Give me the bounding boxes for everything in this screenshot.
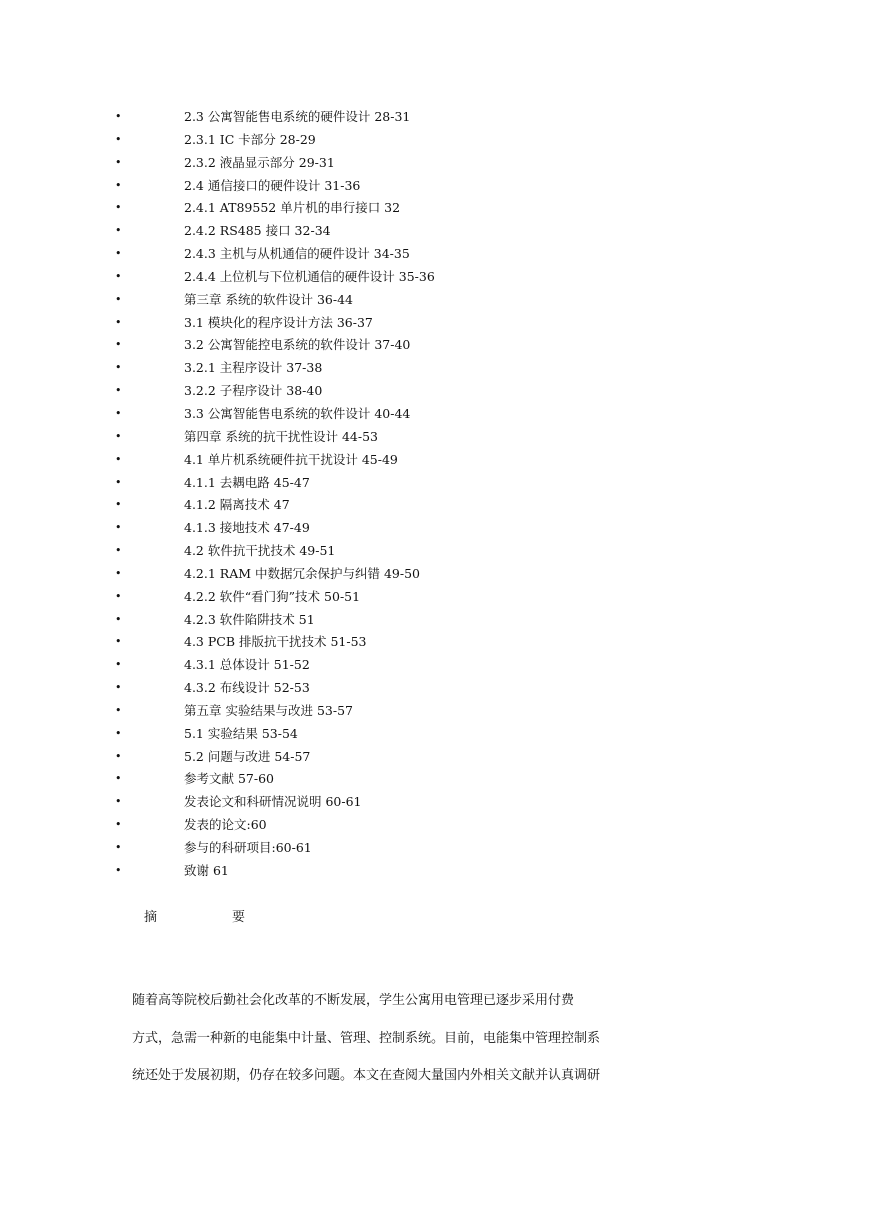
bullet-icon: • [115,658,122,672]
abstract-paragraph [132,988,612,1101]
toc-item-label: 2.3.2 液晶显示部分 29-31 [184,154,335,170]
bullet-icon: • [115,338,122,352]
toc-item [0,197,869,220]
toc-item [0,312,869,335]
bullet-icon: • [115,384,122,398]
toc-item-label: 致谢 61 [184,862,229,878]
bullet-icon: • [115,863,122,877]
bullet-icon: • [115,795,122,809]
bullet-icon: • [115,292,122,306]
toc-item-label: 2.4.3 主机与从机通信的硬件设计 34-35 [184,246,410,262]
toc-item-label: 2.4 通信接口的硬件设计 31-36 [184,177,361,193]
bullet-icon: • [115,110,122,123]
toc-item-label: 2.4.4 上位机与下位机通信的硬件设计 35-36 [184,268,435,284]
toc-item-label: 3.2 公寓智能控电系统的软件设计 37-40 [184,337,411,353]
toc-item-label: 3.1 模块化的程序设计方法 36-37 [184,314,373,330]
toc-item-label: 4.1.3 接地技术 47-49 [184,520,310,536]
toc-item-label: 发表的论文:60 [184,817,267,833]
toc-item [0,494,869,517]
toc-item [0,449,869,472]
toc-item-label: 4.1 单片机系统硬件抗干扰设计 45-49 [184,451,398,467]
bullet-icon: • [115,818,122,832]
toc-item [0,631,869,654]
bullet-icon: • [115,178,122,192]
toc-item-label: 2.3 公寓智能售电系统的硬件设计 28-31 [184,109,411,124]
toc-item-label: 3.2.1 主程序设计 37-38 [184,360,323,376]
toc-item-label: 发表论文和科研情况说明 60-61 [184,794,362,810]
bullet-icon: • [115,452,122,466]
bullet-icon: • [115,475,122,489]
bullet-icon: • [115,201,122,215]
toc-item [0,814,869,837]
toc-item [0,746,869,769]
bullet-icon: • [115,635,122,649]
toc-item-label: 参考文献 57-60 [184,771,275,787]
toc-item [0,563,869,586]
bullet-icon: • [115,772,122,786]
toc-item [0,426,869,449]
bullet-icon: • [115,544,122,558]
bullet-icon: • [115,703,122,717]
toc-item [0,220,869,243]
abstract-line: 随着高等院校后勤社会化改革的不断发展，学生公寓用电管理已逐步采用付费 [132,993,575,1008]
abstract-heading-char-1: 摘 [144,910,158,925]
toc-item [0,175,869,198]
bullet-icon: • [115,155,122,169]
toc-item [0,860,869,883]
toc-item-label: 第四章 系统的抗干扰性设计 44-53 [184,428,378,444]
toc-item [0,266,869,289]
toc-item [0,677,869,700]
table-of-contents [0,106,869,883]
toc-item-label: 5.2 问题与改进 54-57 [184,748,311,764]
toc-item [0,609,869,632]
bullet-icon: • [115,749,122,763]
toc-item-label: 4.3.1 总体设计 51-52 [184,657,310,673]
toc-item [0,517,869,540]
toc-item-label: 2.3.1 IC 卡部分 28-29 [184,131,316,147]
toc-item [0,654,869,677]
bullet-icon: • [115,841,122,854]
abstract-heading [0,906,869,926]
abstract-line: 方式，急需一种新的电能集中计量、管理、控制系统。目前，电能集中管理控制系 [132,1030,601,1046]
toc-item-label: 4.2.2 软件“看门狗”技术 50-51 [184,588,361,604]
toc-item-label: 4.3 PCB 排版抗干扰技术 51-53 [184,634,367,650]
toc-item-label: 4.1.2 隔离技术 47 [184,497,290,513]
bullet-icon: • [115,247,122,261]
toc-item-label: 4.2.1 RAM 中数据冗余保护与纠错 49-50 [184,565,420,581]
bullet-icon: • [115,681,122,695]
bullet-icon: • [115,498,122,512]
toc-item-label: 4.2.3 软件陷阱技术 51 [184,611,315,627]
bullet-icon: • [115,361,122,375]
toc-item [0,334,869,357]
toc-item-label: 2.4.1 AT89552 单片机的串行接口 32 [184,200,401,216]
toc-item-label: 3.3 公寓智能售电系统的软件设计 40-44 [184,405,411,421]
bullet-icon: • [115,589,122,603]
bullet-icon: • [115,726,122,740]
toc-item-label: 参与的科研项目:60-61 [184,840,312,855]
toc-item [0,380,869,403]
bullet-icon: • [115,406,122,420]
bullet-icon: • [115,132,122,146]
toc-item-label: 第五章 实验结果与改进 53-57 [184,702,353,718]
toc-item [0,723,869,746]
bullet-icon: • [115,269,122,283]
bullet-icon: • [115,566,122,580]
toc-item [0,129,869,152]
toc-item [0,540,869,563]
toc-item-label: 4.3.2 布线设计 52-53 [184,680,310,696]
toc-item [0,791,869,814]
abstract-line: 统还处于发展初期，仍存在较多问题。本文在查阅大量国内外相关文献并认真调研 [132,1068,601,1083]
toc-item-label: 3.2.2 子程序设计 38-40 [184,383,323,399]
bullet-icon: • [115,521,122,535]
toc-item [0,403,869,426]
toc-item-label: 4.1.1 去耦电路 45-47 [184,474,310,490]
toc-item [0,586,869,609]
toc-item-label: 第三章 系统的软件设计 36-44 [184,291,353,307]
toc-item [0,243,869,266]
bullet-icon: • [115,315,122,329]
toc-item [0,700,869,723]
bullet-icon: • [115,429,122,443]
toc-item-label: 5.1 实验结果 53-54 [184,725,298,741]
abstract-heading-char-2: 要 [232,910,246,925]
bullet-icon: • [115,612,122,626]
toc-item [0,357,869,380]
toc-item-label: 4.2 软件抗干扰技术 49-51 [184,543,336,559]
toc-item [0,837,869,860]
toc-item-label: 2.4.2 RS485 接口 32-34 [184,223,331,239]
bullet-icon: • [115,224,122,238]
toc-item [0,768,869,791]
toc-item [0,289,869,312]
toc-item [0,106,869,129]
toc-item [0,152,869,175]
toc-item [0,472,869,495]
